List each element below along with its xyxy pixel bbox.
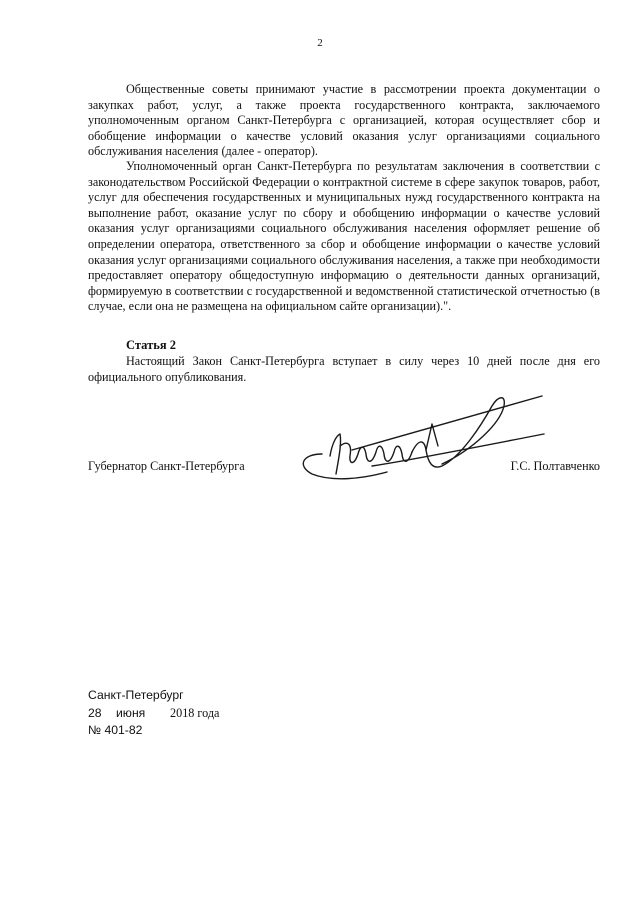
date-month: июня — [116, 706, 146, 720]
paragraph-authorized-body — [88, 159, 600, 315]
law-number: № 401-82 — [88, 723, 143, 737]
governor-name: Г.С. Полтавченко — [510, 459, 600, 473]
date-day: 28 — [88, 706, 102, 720]
date-year: 2018 года — [170, 706, 220, 720]
signing-date — [88, 706, 219, 721]
paragraph-text: Общественные советы принимают участие в рассмотрении проекта документации о закупках работ, услуг, а также проекта государственного контракта, заключаемого уполномоченным органом Санкт-Петербурга с организацией, которая осуществляет сбор и обобщение информации о качестве условий оказания услуг организациями социального обслуживания населения (далее - оператор). — [88, 82, 600, 159]
paragraph-text: Уполномоченный орган Санкт-Петербурга по результатам заключения в соответствии с законодательством Российской Федерации о контрактной системе в сфере закупок товаров, работ, услуг для обеспечения государственных и муниципальных нужд государственного контракта на выполнение работ, оказание услуг по сбору и обобщению информации о качестве условий оказания услуг организациями социального обслуживания населения оформляет решение об определении оператора, ответственного за сбор и обобщение информации о качестве условий оказания услуг организациями социального обслуживания населения, а также при необходимости предоставляет оператору общедоступную информацию о деятельности данных организаций, формируемую в соответствии с государственной и ведомственной статистической отчетностью (в случае, если она не размещена на официальном сайте организации).". — [88, 159, 600, 314]
article-text: Настоящий Закон Санкт-Петербурга вступает в силу через 10 дней после дня его официального опубликования. — [88, 354, 600, 384]
governor-title: Губернатор Санкт-Петербурга — [88, 459, 245, 473]
article-title: Статья 2 — [126, 338, 176, 352]
paragraph-public-councils — [88, 82, 600, 160]
handwritten-signature — [292, 384, 552, 494]
page-number: 2 — [317, 37, 323, 49]
place-of-signing: Санкт-Петербург — [88, 688, 184, 702]
